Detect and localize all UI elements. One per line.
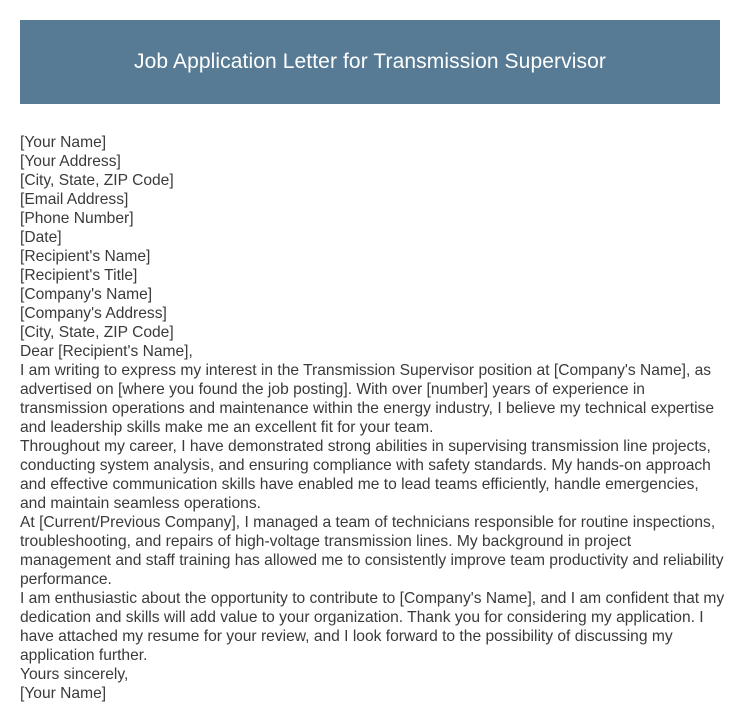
recipient-title: [Recipient's Title]: [20, 267, 138, 284]
sender-name: [Your Name]: [20, 134, 107, 151]
paragraph-closing: I am enthusiastic about the opportunity to contribute to [Company's Name], and I am confident that my dedication and skills will add value to your organization. Thank you for considering my application. I have attached my resume for your review, and I look forward to the possibility of discussing my application further.: [20, 590, 725, 664]
paragraph-intro: I am writing to express my interest in the Transmission Supervisor position at [Company's Name], as advertised on [where you found the job posting]. With over [number] years of experience in transmission operations and maintenance within the energy industry, I believe my technical expertise and leadership skills make me an excellent fit for your team.: [20, 362, 714, 436]
closing: Yours sincerely,: [20, 666, 129, 683]
recipient-name: [Recipient's Name]: [20, 248, 151, 265]
recipient-city-state-zip: [City, State, ZIP Code]: [20, 324, 174, 341]
recipient-address: [Company's Address]: [20, 305, 167, 322]
sender-phone: [Phone Number]: [20, 210, 134, 227]
letter-body: [20, 133, 725, 703]
sender-address: [Your Address]: [20, 153, 121, 170]
paragraph-abilities: Throughout my career, I have demonstrated strong abilities in supervising transmission line projects, conducting system analysis, and ensuring compliance with safety standards. My hands-on approach and effective communication skills have enabled me to lead teams efficiently, handle emergencies, and maintain seamless operations.: [20, 438, 711, 512]
page-title: Job Application Letter for Transmission Supervisor: [134, 50, 606, 73]
sender-city-state-zip: [City, State, ZIP Code]: [20, 172, 174, 189]
salutation: Dear [Recipient's Name],: [20, 343, 193, 360]
paragraph-experience: At [Current/Previous Company], I managed a team of technicians responsible for routine inspections, troubleshooting, and repairs of high-voltage transmission lines. My background in project management and staff training has allowed me to consistently improve team productivity and reliability performance.: [20, 514, 724, 588]
signature: [Your Name]: [20, 685, 107, 702]
recipient-company: [Company's Name]: [20, 286, 153, 303]
letter-date: [Date]: [20, 229, 62, 246]
sender-email: [Email Address]: [20, 191, 129, 208]
title-banner: [20, 20, 720, 104]
